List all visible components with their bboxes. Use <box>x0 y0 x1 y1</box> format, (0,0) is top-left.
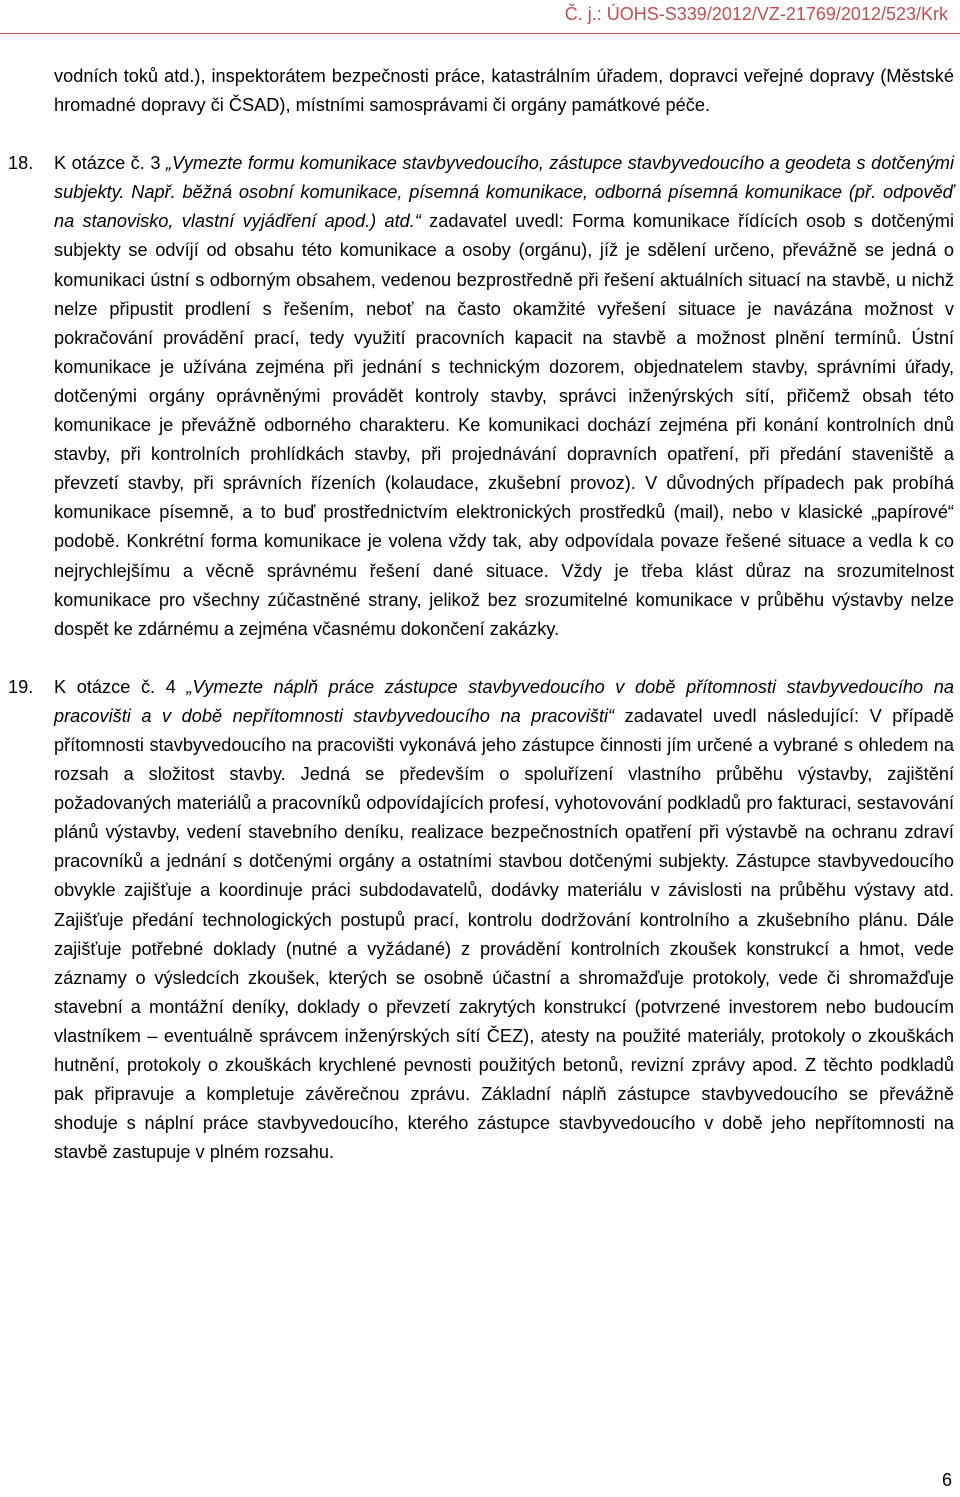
header-divider <box>0 33 960 34</box>
answer-text: zadavatel uvedl následující: V případě přítomnosti stavbyvedoucího na pracovišti vykonává jeho zástupce činnosti jím určené a vybrané s ohledem na rozsah a složitost stavby. Jedná se především o spoluřízení vlastního průběhu výstavby, zajištění požadovaných materiálů a pracovníků odpovídajících profesí, vyhotovování podkladů pro fakturaci, sestavování plánů výstavby, vedení stavebního deníku, realizace bezpečnostních opatření při výstavbě na ochranu zdraví pracovníků a jednání s dotčenými orgány a ostatními stavbou dotčenými subjekty. Zástupce stavbyvedoucího obvykle zajišťuje a koordinuje práci subdodavatelů, dodávky materiálu v závislosti na průběhu výstavy atd. Zajišťuje předání technologických postupů prací, kontrolu dodržování kontrolního a zkušebního plánu. Dále zajišťuje potřebné doklady (nutné a vyžádané) z provádění kontrolních zkoušek konstrukcí a hmot, vede záznamy o výsledcích zkoušek, kterých se osobně účastní a shromažďuje protokoly, vede či shromažďuje stavební a montážní deníky, doklady o převzetí zakrytých konstrukcí (potvrzené investorem nebo budoucím vlastníkem – eventuálně správcem inženýrských sítí ČEZ), atesty na použité materiály, protokoly o zkouškách hutnění, protokoly o zkouškách krychlené pevnosti použitých betonů, revizní zprávy apod. Z těchto podkladů pak připravuje a kompletuje závěrečnou zprávu. Základní náplň zástupce stavbyvedoucího se převážně shoduje s náplní práce stavbyvedoucího, kterého zástupce stavbyvedoucího v době jeho nepřítomnosti na stavbě zastupuje v plném rozsahu. <box>54 705 954 1163</box>
document-body <box>8 62 954 1167</box>
item-number: 19. <box>8 676 34 697</box>
document-reference-header: Č. j.: ÚOHS-S339/2012/VZ-21769/2012/523/Krk <box>564 4 948 24</box>
item-lead: K otázce č. 4 <box>54 676 187 697</box>
question-text: „Vymezte náplň práce zástupce stavbyvedoucího v době přítomnosti stavbyvedoucího na pracovišti a v době nepřítomnosti stavbyvedoucího na pracovišti“ <box>54 676 954 726</box>
item-number: 18. <box>8 153 34 174</box>
page-number: 6 <box>941 1470 952 1490</box>
answer-text: zadavatel uvedl: Forma komunikace řídících osob s dotčenými subjekty se odvíjí od obsahu této komunikace a osoby (orgánu), jíž je sdělení určeno, převážně se jedná o komunikaci ústní s odborným obsahem, vedenou bezprostředně při řešení aktuálních situací na stavbě, u nichž nelze připustit prodlení s řešením, neboť na často okamžité vyřešení situace je navázána možnost v pokračování provádění prací, tedy využití pracovních kapacit na stavbě a možnost plnění termínů. Ústní komunikace je užívána zejména při jednání s technickým dozorem, objednatelem stavby, správními úřady, dotčenými orgány oprávněnými provádět kontroly stavby, správci inženýrských sítí, přičemž obsah této komunikace je převážně odborného charakteru. Ke komunikaci dochází zejména při konání kontrolních dnů stavby, při kontrolních prohlídkách stavby, při projednávání dopravních opatření, při předání staveniště a převzetí stavby, při správních řízeních (kolaudace, zkušební provoz). V důvodných případech pak probíhá komunikace písemně, a to buď prostřednictvím elektronických prostředků (mail), nebo v klasické „papírové“ podobě. Konkrétní forma komunikace je volena vždy tak, aby odpovídala povaze řešené situace a vedla k co nejrychlejšímu a věcně správnému řešení dané situace. Vždy je třeba klást důraz na srozumitelnost komunikace pro všechny zúčastněné strany, jelikož bez srozumitelné komunikace v průběhu výstavby nelze dospět ke zdárnému a zejména včasnému dokončení zakázky. <box>54 211 954 639</box>
item-lead: K otázce č. 3 <box>54 153 166 174</box>
item-19 <box>8 673 954 1168</box>
intro-paragraph: vodních toků atd.), inspektorátem bezpečnosti práce, katastrálním úřadem, dopravci veřejné dopravy (Městské hromadné dopravy či ČSAD), místními samosprávami či orgány památkové péče. <box>54 66 954 116</box>
item-18 <box>8 149 954 644</box>
question-text: „Vymezte formu komunikace stavbyvedoucího, zástupce stavbyvedoucího a geodeta s dotčenými subjekty. Např. běžná osobní komunikace, písemná komunikace, odborná písemná komunikace (př. odpověď na stanovisko, vlastní vyjádření apod.) atd.“ <box>54 153 954 232</box>
